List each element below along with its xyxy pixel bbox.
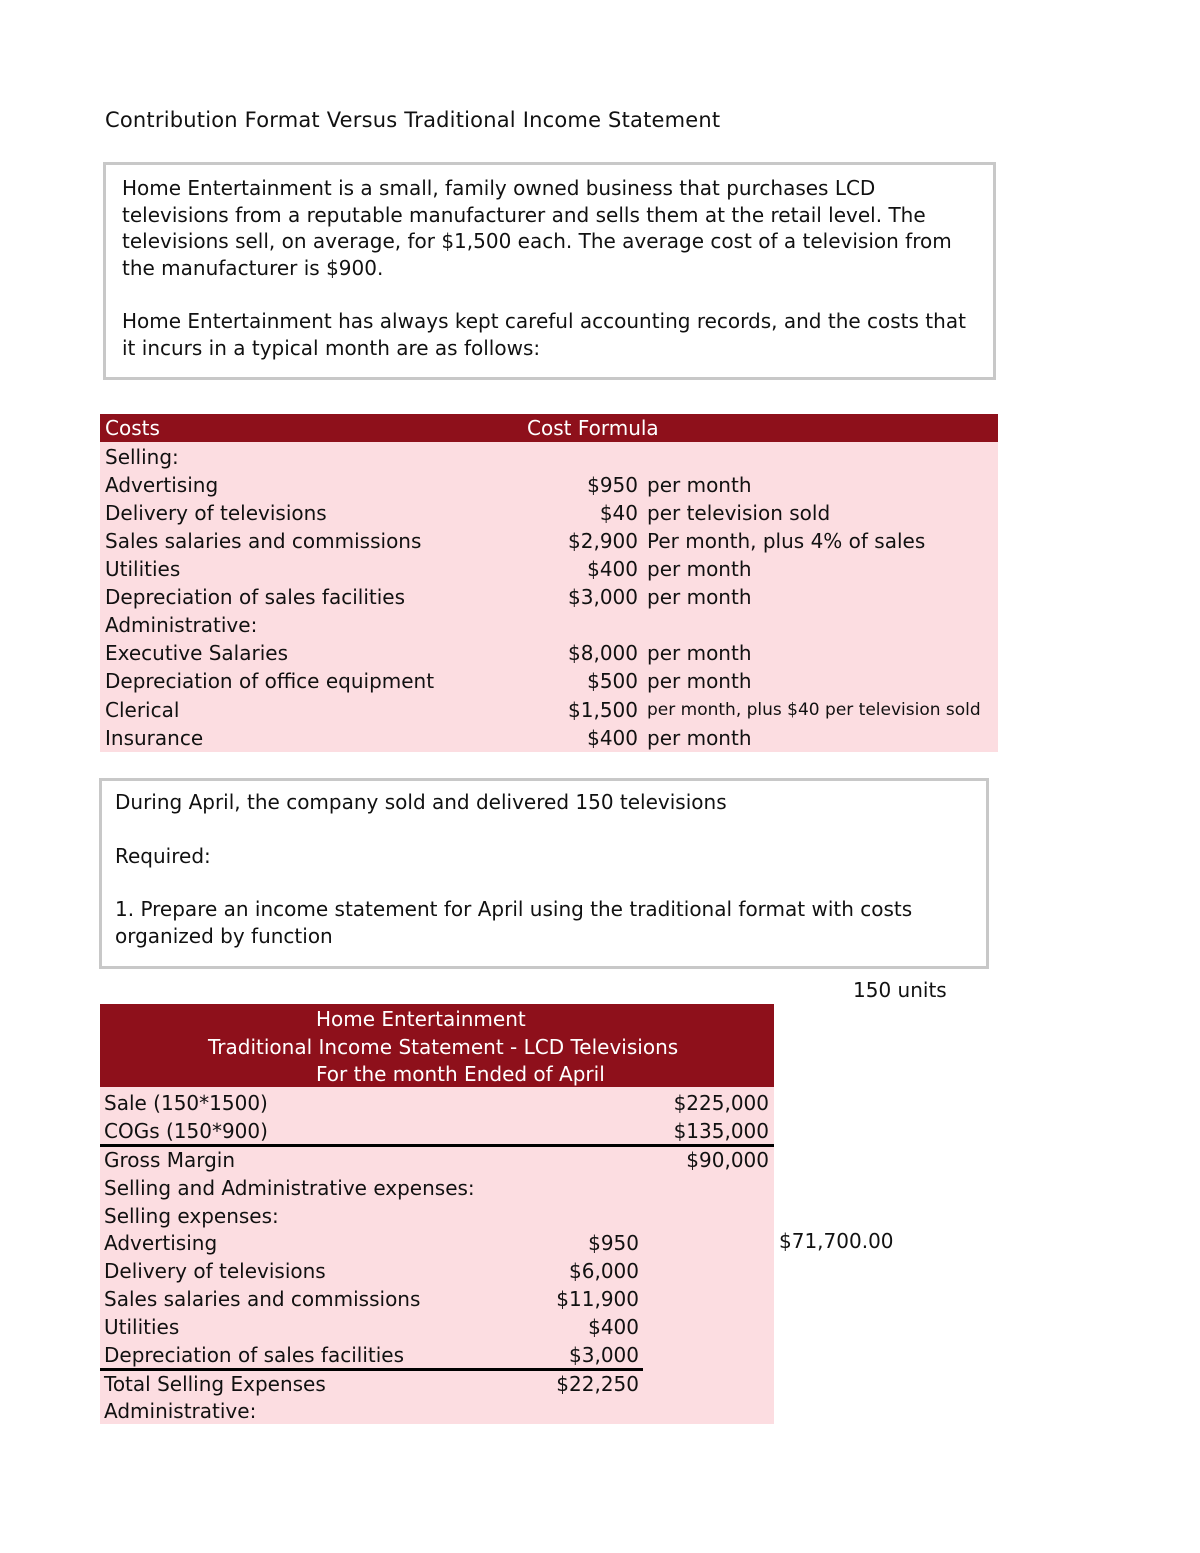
intro-box: [103, 162, 996, 380]
statement-row: Sale (150*1500) $225,000: [104, 1091, 769, 1115]
costs-table: [100, 414, 998, 752]
intro-paragraph-2: Home Entertainment has always kept careful accounting records, and the costs that it incurs in a typical month are as follows:: [122, 309, 966, 360]
statement-row: Total Selling Expenses $22,250: [104, 1372, 639, 1396]
header-costs: Costs: [105, 416, 160, 440]
cost-row: Depreciation of office equipment $500 per month: [105, 669, 752, 693]
statement-row: Delivery of televisions $6,000: [104, 1259, 639, 1283]
cost-row: Utilities $400 per month: [105, 557, 752, 581]
statement-heading-company: Home Entertainment: [316, 1007, 526, 1031]
statement-row: Utilities $400: [104, 1315, 639, 1339]
income-statement: [100, 1004, 774, 1424]
page-title: Contribution Format Versus Traditional Income Statement: [105, 108, 721, 132]
cost-row: Administrative:: [105, 613, 258, 637]
intro-paragraph-1: Home Entertainment is a small, family owned business that purchases LCD televisions from a reputable manufacturer and sells them at the retail level. The televisions sell, on average, for $1,500 each. The average cost of a television from the manufacturer is $900.: [122, 176, 952, 280]
cost-row: Selling:: [105, 445, 179, 469]
cost-row: Delivery of televisions $40 per television sold: [105, 501, 831, 525]
task-line-3: 1. Prepare an income statement for April using the traditional format with costs organized by function: [115, 897, 913, 948]
cost-row: Clerical $1,500 per month, plus $40 per television sold: [105, 698, 981, 722]
cost-row: Depreciation of sales facilities $3,000 per month: [105, 585, 752, 609]
cost-row: Executive Salaries $8,000 per month: [105, 641, 752, 665]
task-line-1: During April, the company sold and delivered 150 televisions: [115, 790, 727, 814]
statement-header: [100, 1004, 774, 1087]
statement-heading-period: For the month Ended of April: [316, 1062, 605, 1086]
cost-row: Insurance $400 per month: [105, 726, 752, 750]
statement-row: Administrative:: [104, 1399, 257, 1423]
costs-table-header: [100, 414, 998, 442]
statement-row: COGs (150*900) $135,000: [104, 1119, 769, 1143]
units-note: 150 units: [853, 978, 947, 1002]
cost-row: Sales salaries and commissions $2,900 Per month, plus 4% of sales: [105, 529, 926, 553]
task-line-2: Required:: [115, 843, 211, 868]
statement-row: Depreciation of sales facilities $3,000: [104, 1343, 639, 1367]
statement-heading-title: Traditional Income Statement - LCD Televisions: [208, 1035, 679, 1059]
cost-row: Advertising $950 per month: [105, 473, 752, 497]
statement-row: Selling and Administrative expenses:: [104, 1176, 475, 1200]
side-total-value: $71,700.00: [779, 1229, 894, 1253]
statement-row: Advertising $950: [104, 1231, 639, 1255]
statement-row: Selling expenses:: [104, 1204, 279, 1228]
header-cost-formula: Cost Formula: [527, 416, 659, 440]
statement-row: Sales salaries and commissions $11,900: [104, 1287, 639, 1311]
task-box: [99, 778, 989, 969]
statement-row: Gross Margin $90,000: [104, 1148, 769, 1172]
